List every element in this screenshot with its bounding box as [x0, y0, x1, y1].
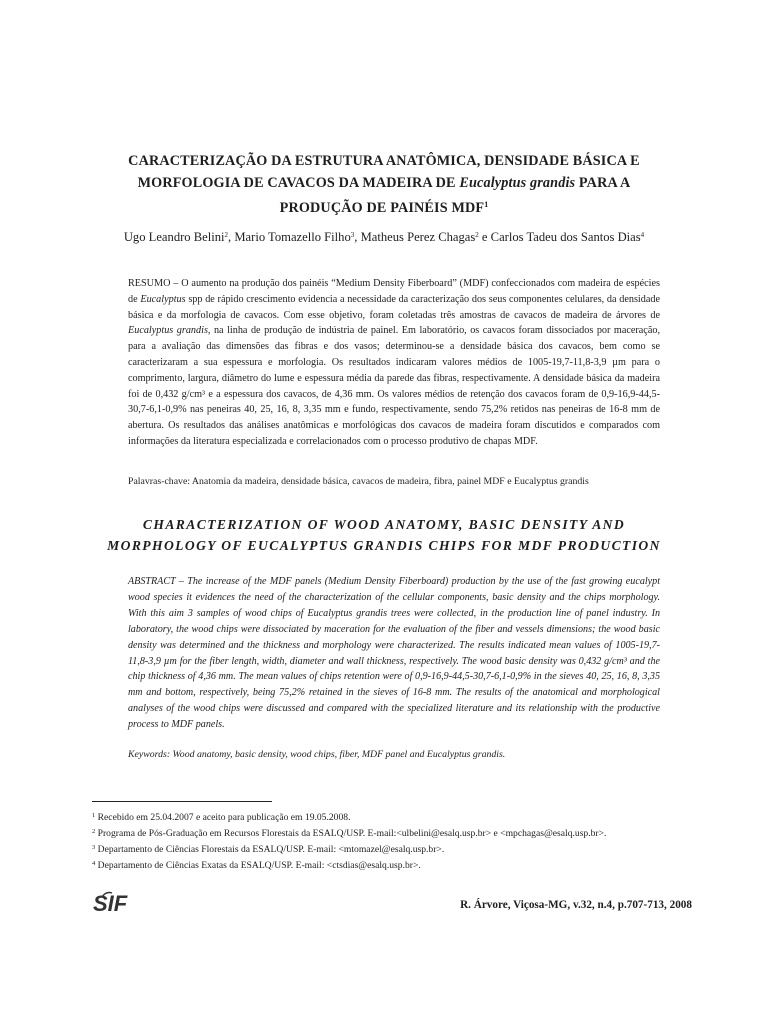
author-separator: , [354, 230, 361, 244]
footnote-text: Departamento de Ciências Exatas da ESALQ/USP. E-mail: <ctsdias@esalq.usp.br>. [95, 860, 421, 871]
author: Mario Tomazello Filho [234, 230, 351, 244]
author-separator: e [478, 230, 491, 244]
author-note: 2 [475, 231, 479, 239]
resumo-text-3: , na linha de produção de indústria de painel. Em laboratório, os cavacos foram dissociados por maceração, para a avaliação das dimensões das fibras e dos vasos; determinou-se a densidade básica dos cavacos, bem como se caracterizaram a sua espessura e morfologia. Os resultados indicaram valores médios de 1005-19,7-11,8-3,9 µm para o comprimento, largura, diâmetro do lume e espessura média da parede das fibras, respectivamente. A densidade básica da madeira foi de 0,432 g/cm³ e a espessura dos cavacos, de 4,36 mm. Os valores médios de retenção dos cavacos foram de 0,9-16,9-44,5-30,7-6,1-0,9% nas peneiras 40, 25, 16, 8, 3,35 mm e fundo, respectivamente, sendo 75,2% retidos nas peneiras de 16-8 mm de abertura. Os resultados das análises anatômicas e morfológicas dos cavacos de madeira foram discutidos e comparados com informações da literatura especializada e correlacionados com o processo produtivo de chapas MDF. [128, 325, 660, 447]
author-note: 3 [350, 231, 355, 239]
journal-citation: R. Árvore, Viçosa-MG, v.32, n.4, p.707-713, 2008 [460, 899, 692, 911]
footnote [92, 841, 712, 857]
keywords: Keywords: Wood anatomy, basic density, wood chips, fiber, MDF panel and Eucalyptus grandis. [128, 749, 506, 760]
footnote-mark: 4 [92, 860, 96, 867]
title-line-1: CARACTERIZAÇÃO DA ESTRUTURA ANATÔMICA, DENSIDADE BÁSICA E [128, 153, 640, 169]
footnote-text: Programa de Pós-Graduação em Recursos Florestais da ESALQ/USP. E-mail:<ulbelini@esalq.usp.br> e <mpchagas@esalq.usp.br>. [95, 828, 607, 839]
title-line-2 [90, 172, 678, 194]
title-line-2-prefix: MORFOLOGIA DE CAVACOS DA MADEIRA DE [137, 175, 460, 191]
title-footnote-mark: 1 [484, 200, 489, 209]
footnote [92, 857, 712, 873]
footnote-list [92, 809, 712, 873]
footnote-mark: 1 [92, 812, 96, 819]
author-separator: , [228, 230, 235, 244]
resumo-paragraph [128, 276, 660, 450]
footnote [92, 825, 712, 841]
resumo-text-1: RESUMO – O aumento na produção dos painéis “Medium Density Fiberboard” (MDF) confeccionados com madeira de espécies de [128, 278, 660, 305]
title-line-3 [90, 194, 678, 219]
footnote-mark: 3 [92, 844, 96, 851]
abstract-paragraph: ABSTRACT – The increase of the MDF panels (Medium Density Fiberboard) production by the use of the fast growing eucalypt wood species it evidences the need of the characterization of the cellular components, basic density and the chips morphology. With this aim 3 samples of wood chips of Eucalyptus grandis trees were collected, in the production line of panel industry. In laboratory, the wood chips were dissociated by maceration for the evaluation of the fiber and vessels dimensions; the wood basic density was determined and the thickness and morphology were characterized. The results indicated mean values of 1005-19,7-11,8-3,9 µm for the fiber length, width, diameter and wall thickness, respectively. The wood basic density was 0,432 g/cm³ and the chip thickness of 4,36 mm. The mean values of chips retention were of 0,9-16,9-44,5-30,7-6,1-0,9% in the sieves 40, 25, 16, 8, 3,35 mm and bottom, respectively, being 75,2% retained in the sieves of 16-8 mm. The results of the anatomical and morphological analyses of the wood chips were discussed and compared with the specialized literature and its relationship with the productive process to MDF panels. [128, 576, 660, 731]
article-title [90, 150, 678, 219]
sif-logo-text: SIF [93, 891, 128, 916]
palavras-chave: Palavras-chave: Anatomia da madeira, densidade básica, cavacos de madeira, fibra, painel MDF e Eucalyptus grandis [128, 476, 589, 487]
author: Carlos Tadeu dos Santos Dias [490, 230, 641, 244]
sif-logo [92, 889, 138, 917]
title-line-3-text: PRODUÇÃO DE PAINÉIS MDF [279, 200, 485, 216]
author-note: 4 [640, 231, 645, 239]
title-species: Eucalyptus grandis [459, 175, 576, 191]
author-list [70, 230, 698, 245]
footnote-divider [92, 801, 272, 802]
footnote [92, 809, 712, 825]
author-note: 2 [224, 231, 229, 239]
author: Ugo Leandro Belini [123, 230, 225, 244]
resumo-species: Eucalyptus grandis [128, 325, 208, 337]
author: Matheus Perez Chagas [360, 230, 476, 244]
resumo-genus: Eucalyptus [140, 293, 186, 305]
english-title-line-2: MORPHOLOGY OF EUCALYPTUS GRANDIS CHIPS FOR MDF PRODUCTION [107, 538, 661, 553]
resumo-text-2: spp de rápido crescimento evidencia a necessidade da caracterização dos seus componentes celulares, da densidade básica e da morfologia de cavacos. Com esse objetivo, foram coletadas três amostras de cavacos de madeira de árvores de [128, 293, 660, 321]
title-line-2-suffix: PARA A [575, 175, 631, 191]
footnote-text: Departamento de Ciências Florestais da ESALQ/USP. E-mail: <mtomazel@esalq.usp.br>. [95, 844, 445, 855]
footnote-text: Recebido em 25.04.2007 e aceito para publicação em 19.05.2008. [95, 812, 351, 823]
english-title [80, 514, 688, 556]
footnote-mark: 2 [92, 828, 96, 835]
english-title-line-1: CHARACTERIZATION OF WOOD ANATOMY, BASIC DENSITY AND [142, 517, 626, 532]
